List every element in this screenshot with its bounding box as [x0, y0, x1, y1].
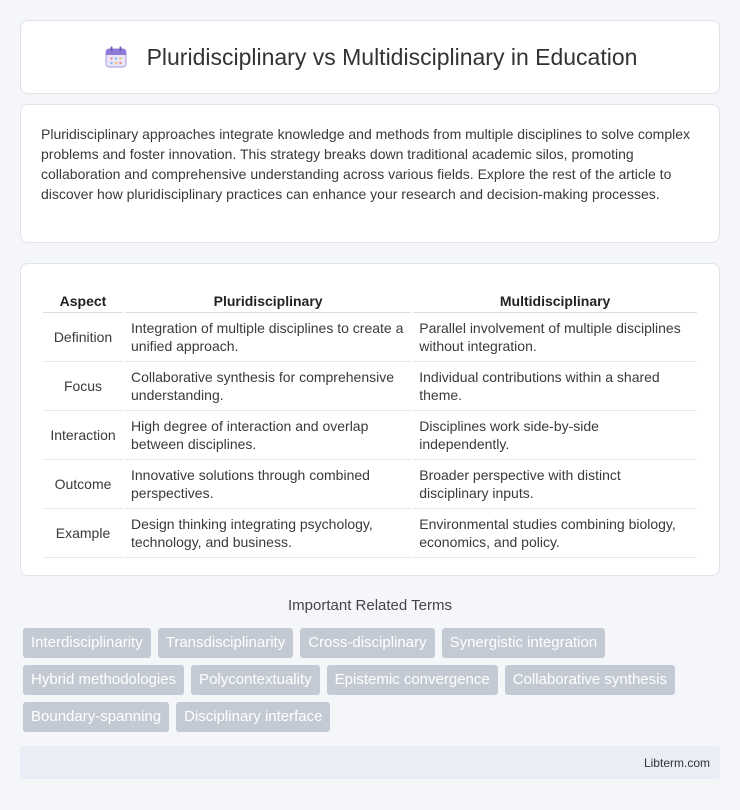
- table-row: [43, 508, 697, 557]
- table-row: [43, 410, 697, 459]
- header: [103, 44, 638, 71]
- related-term-tag[interactable]: Transdisciplinarity: [158, 628, 293, 658]
- calendar-icon: [103, 44, 129, 70]
- pluridisciplinary-cell: Integration of multiple disciplines to create a unified approach.: [125, 312, 411, 361]
- multidisciplinary-cell: Environmental studies combining biology, economics, and policy.: [413, 508, 697, 557]
- column-header-multidisciplinary: Multidisciplinary: [413, 282, 697, 312]
- page-title: Pluridisciplinary vs Multidisciplinary in Education: [146, 43, 638, 70]
- aspect-cell: Definition: [43, 312, 123, 361]
- pluridisciplinary-cell: Innovative solutions through combined perspectives.: [125, 459, 411, 508]
- related-term-tag[interactable]: Synergistic integration: [442, 628, 606, 658]
- table-row: [43, 312, 697, 361]
- multidisciplinary-cell: Parallel involvement of multiple disciplines without integration.: [413, 312, 697, 361]
- intro-card: [20, 104, 720, 243]
- pluridisciplinary-cell: Design thinking integrating psychology, technology, and business.: [125, 508, 411, 557]
- related-term-tag[interactable]: Disciplinary interface: [176, 702, 330, 732]
- pluridisciplinary-cell: Collaborative synthesis for comprehensive understanding.: [125, 361, 411, 410]
- related-term-tag[interactable]: Epistemic convergence: [327, 665, 498, 695]
- table-row: [43, 361, 697, 410]
- related-term-tag[interactable]: Collaborative synthesis: [505, 665, 675, 695]
- aspect-cell: Example: [43, 508, 123, 557]
- related-term-tag[interactable]: Polycontextuality: [191, 665, 320, 695]
- related-term-tag[interactable]: Cross-disciplinary: [300, 628, 434, 658]
- table-row: [43, 459, 697, 508]
- table-header-row: [43, 282, 697, 312]
- header-card: [20, 20, 720, 94]
- aspect-cell: Interaction: [43, 410, 123, 459]
- intro-paragraph: Pluridisciplinary approaches integrate knowledge and methods from multiple disciplines to solve complex problems and foster innovation. This strategy breaks down traditional academic silos, promoting collaboration and comprehensive understanding across various fields. Explore the rest of the article to discover how pluridisciplinary practices can enhance your research and decision-making processes.: [41, 126, 690, 202]
- footer: [20, 746, 720, 779]
- multidisciplinary-cell: Individual contributions within a shared theme.: [413, 361, 697, 410]
- pluridisciplinary-cell: High degree of interaction and overlap between disciplines.: [125, 410, 411, 459]
- related-term-tag[interactable]: Interdisciplinarity: [23, 628, 151, 658]
- column-header-aspect: Aspect: [43, 282, 123, 312]
- column-header-pluridisciplinary: Pluridisciplinary: [125, 282, 411, 312]
- aspect-cell: Outcome: [43, 459, 123, 508]
- multidisciplinary-cell: Disciplines work side-by-side independently.: [413, 410, 697, 459]
- related-term-tag[interactable]: Boundary-spanning: [23, 702, 169, 732]
- aspect-cell: Focus: [43, 361, 123, 410]
- footer-site-link[interactable]: Libterm.com: [643, 755, 710, 770]
- comparison-card: [20, 263, 720, 576]
- comparison-table: [43, 282, 697, 558]
- multidisciplinary-cell: Broader perspective with distinct disciplinary inputs.: [413, 459, 697, 508]
- related-terms-list: [23, 628, 723, 732]
- related-terms-title: Important Related Terms: [288, 597, 452, 614]
- related-term-tag[interactable]: Hybrid methodologies: [23, 665, 184, 695]
